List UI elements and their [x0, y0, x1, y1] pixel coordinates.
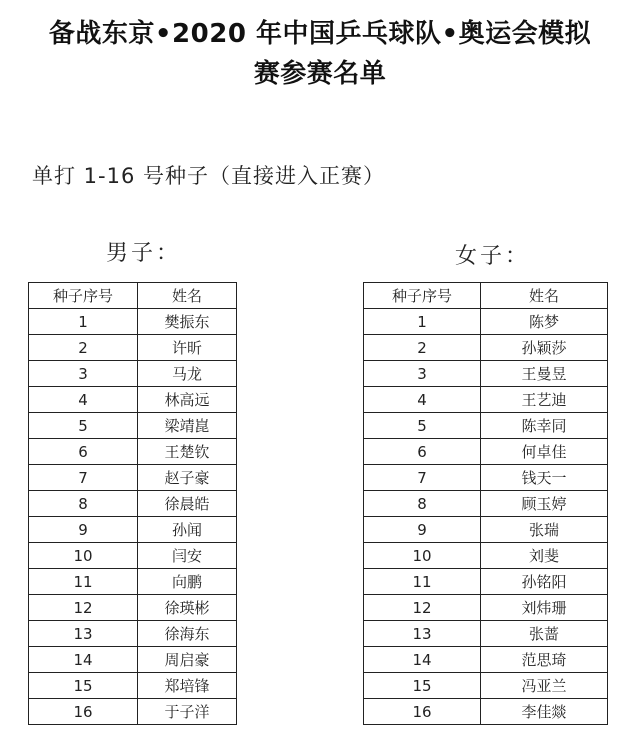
table-header-row: [29, 283, 237, 309]
player-name-cell: 马龙: [138, 361, 237, 387]
player-name-cell: 王艺迪: [481, 387, 608, 413]
seed-number-cell: 11: [364, 569, 481, 595]
player-name-cell: 赵子豪: [138, 465, 237, 491]
seed-number-cell: 8: [29, 491, 138, 517]
seed-number-cell: 7: [29, 465, 138, 491]
player-name-cell: 刘斐: [481, 543, 608, 569]
player-name-cell: 何卓佳: [481, 439, 608, 465]
women-seed-table: [363, 282, 608, 725]
seed-number-cell: 4: [29, 387, 138, 413]
document-title-line-1: 备战东京•2020 年中国乒乓球队•奥运会模拟: [48, 19, 592, 49]
table-row: [364, 335, 608, 361]
player-name-cell: 孙铭阳: [481, 569, 608, 595]
table-row: [29, 543, 237, 569]
player-name-cell: 冯亚兰: [481, 673, 608, 699]
men-group-label: 男子：: [106, 241, 182, 266]
table-row: [364, 413, 608, 439]
player-name-cell: 张瑞: [481, 517, 608, 543]
table-row: [364, 647, 608, 673]
player-name-cell: 梁靖崑: [138, 413, 237, 439]
table-row: [29, 647, 237, 673]
seed-number-cell: 3: [364, 361, 481, 387]
table-row: [364, 361, 608, 387]
seed-number-cell: 5: [364, 413, 481, 439]
seed-number-cell: 6: [29, 439, 138, 465]
seed-number-cell: 12: [29, 595, 138, 621]
table-row: [364, 543, 608, 569]
player-name-cell: 周启豪: [138, 647, 237, 673]
seed-number-cell: 10: [364, 543, 481, 569]
seed-number-cell: 6: [364, 439, 481, 465]
seed-number-cell: 15: [364, 673, 481, 699]
player-name-cell: 陈梦: [481, 309, 608, 335]
table-row: [29, 569, 237, 595]
table-row: [364, 699, 608, 725]
seed-number-cell: 13: [29, 621, 138, 647]
player-name-cell: 刘炜珊: [481, 595, 608, 621]
player-name-cell: 许昕: [138, 335, 237, 361]
table-row: [29, 621, 237, 647]
seed-number-cell: 16: [29, 699, 138, 725]
player-name-cell: 张蔷: [481, 621, 608, 647]
player-name-cell: 钱天一: [481, 465, 608, 491]
player-name-cell: 徐海东: [138, 621, 237, 647]
seed-number-cell: 15: [29, 673, 138, 699]
player-name-cell: 樊振东: [138, 309, 237, 335]
player-name-cell: 王曼昱: [481, 361, 608, 387]
player-name-cell: 顾玉婷: [481, 491, 608, 517]
seed-number-cell: 16: [364, 699, 481, 725]
table-row: [29, 673, 237, 699]
seed-number-cell: 3: [29, 361, 138, 387]
seed-number-cell: 1: [364, 309, 481, 335]
name-column-header: 姓名: [138, 283, 237, 309]
player-name-cell: 向鹏: [138, 569, 237, 595]
player-name-cell: 李佳燚: [481, 699, 608, 725]
player-name-cell: 王楚钦: [138, 439, 237, 465]
table-row: [29, 595, 237, 621]
seed-number-cell: 2: [29, 335, 138, 361]
seed-number-cell: 4: [364, 387, 481, 413]
player-name-cell: 孙闻: [138, 517, 237, 543]
women-group-label: 女子：: [455, 244, 531, 269]
table-row: [364, 621, 608, 647]
table-row: [364, 439, 608, 465]
table-row: [364, 673, 608, 699]
table-row: [29, 699, 237, 725]
table-row: [29, 309, 237, 335]
seed-number-cell: 2: [364, 335, 481, 361]
table-row: [29, 465, 237, 491]
table-row: [29, 361, 237, 387]
table-row: [29, 491, 237, 517]
seed-number-cell: 7: [364, 465, 481, 491]
section-subtitle: 单打 1-16 号种子（直接进入正赛）: [32, 164, 386, 188]
seed-number-cell: 14: [364, 647, 481, 673]
table-row: [29, 517, 237, 543]
table-row: [364, 491, 608, 517]
table-row: [29, 439, 237, 465]
table-row: [364, 595, 608, 621]
men-seed-table: [28, 282, 237, 725]
seed-number-cell: 9: [29, 517, 138, 543]
seed-number-cell: 14: [29, 647, 138, 673]
player-name-cell: 林高远: [138, 387, 237, 413]
document-title-line-2: 赛参赛名单: [253, 59, 387, 89]
seed-number-cell: 1: [29, 309, 138, 335]
player-name-cell: 郑培锋: [138, 673, 237, 699]
player-name-cell: 孙颖莎: [481, 335, 608, 361]
table-row: [29, 387, 237, 413]
player-name-cell: 陈幸同: [481, 413, 608, 439]
player-name-cell: 于子洋: [138, 699, 237, 725]
table-row: [364, 309, 608, 335]
player-name-cell: 范思琦: [481, 647, 608, 673]
table-row: [364, 517, 608, 543]
name-column-header: 姓名: [481, 283, 608, 309]
seed-column-header: 种子序号: [364, 283, 481, 309]
player-name-cell: 闫安: [138, 543, 237, 569]
seed-number-cell: 12: [364, 595, 481, 621]
player-name-cell: 徐瑛彬: [138, 595, 237, 621]
table-row: [364, 569, 608, 595]
table-row: [29, 335, 237, 361]
seed-number-cell: 9: [364, 517, 481, 543]
seed-column-header: 种子序号: [29, 283, 138, 309]
table-header-row: [364, 283, 608, 309]
seed-number-cell: 11: [29, 569, 138, 595]
seed-number-cell: 5: [29, 413, 138, 439]
seed-number-cell: 8: [364, 491, 481, 517]
player-name-cell: 徐晨皓: [138, 491, 237, 517]
table-row: [29, 413, 237, 439]
table-row: [364, 387, 608, 413]
seed-number-cell: 13: [364, 621, 481, 647]
table-row: [364, 465, 608, 491]
seed-number-cell: 10: [29, 543, 138, 569]
